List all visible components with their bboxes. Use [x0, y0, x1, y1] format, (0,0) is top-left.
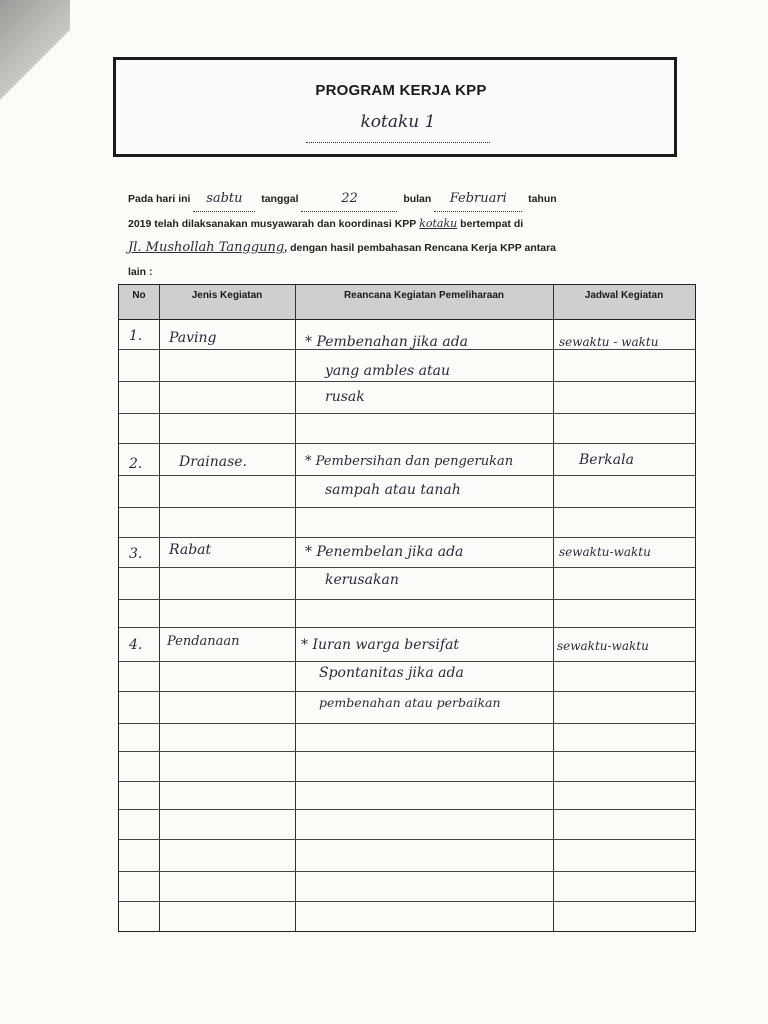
intro-line-4 — [128, 260, 634, 284]
page-corner-shadow — [0, 0, 70, 110]
row-3-rencana-line-2: kerusakan — [325, 572, 399, 588]
row-line — [119, 627, 695, 628]
row-4-jenis: Pendanaan — [167, 634, 240, 649]
row-2-jenis: Drainase. — [179, 454, 248, 470]
row-1-rencana-line-1: * Pembenahan jika ada — [305, 334, 468, 350]
row-3-jadwal: sewaktu-waktu — [559, 545, 651, 559]
row-3-jenis: Rabat — [169, 542, 212, 558]
row-1-rencana-line-2: yang ambles atau — [325, 363, 451, 379]
row-line — [119, 475, 695, 476]
intro-line-1 — [128, 187, 634, 212]
bulan-value: Februari — [434, 187, 522, 212]
tanggal-value: 22 — [301, 187, 397, 212]
intro-paragraph — [128, 187, 634, 284]
header-rencana-kegiatan: Reancana Kegiatan Pemeliharaan — [343, 290, 505, 301]
row-line — [119, 381, 695, 382]
program-table — [118, 284, 696, 932]
intro-line-4-text: lain : — [128, 266, 153, 278]
document-title: PROGRAM KERJA KPP — [315, 82, 487, 99]
row-4-no: 4. — [129, 637, 143, 653]
row-2-jadwal: Berkala — [579, 452, 634, 468]
row-line — [119, 809, 695, 810]
kpp-name-handwritten: kotaku 1 — [306, 112, 490, 143]
row-line — [119, 567, 695, 568]
row-2-rencana-line-2: sampah atau tanah — [325, 482, 461, 498]
row-4-jadwal: sewaktu-waktu — [557, 639, 649, 653]
table-header-row — [119, 285, 695, 320]
row-line — [119, 781, 695, 782]
row-4-rencana-line-1: * Iuran warga bersifat — [301, 637, 460, 653]
row-line — [119, 599, 695, 600]
row-1-rencana-line-3: rusak — [325, 389, 365, 405]
row-1-jenis: Paving — [169, 330, 217, 346]
row-2-no: 2. — [129, 456, 143, 472]
bulan-label: bulan — [403, 193, 432, 205]
tempat-value: Jl. Mushollah Tanggung — [128, 240, 285, 255]
title-box — [113, 57, 677, 157]
bertempat-label: bertempat di — [460, 218, 524, 230]
row-line — [119, 661, 695, 662]
tanggal-label: tanggal — [261, 193, 299, 205]
intro-line-2-text: 2019 telah dilaksanakan musyawarah dan koordinasi KPP — [128, 218, 417, 230]
row-1-jadwal: sewaktu - waktu — [559, 335, 659, 349]
row-line — [119, 751, 695, 752]
header-jadwal-kegiatan: Jadwal Kegiatan — [584, 290, 664, 301]
row-3-no: 3. — [129, 546, 143, 562]
row-4-rencana-line-2: Spontanitas jika ada — [319, 665, 464, 681]
row-3-rencana-line-1: * Penembelan jika ada — [305, 544, 464, 560]
row-line — [119, 413, 695, 414]
kpp-value: kotaku — [419, 217, 458, 230]
row-4-rencana-line-3: pembenahan atau perbaikan — [319, 695, 501, 710]
hari-value: sabtu — [193, 187, 255, 212]
row-line — [119, 839, 695, 840]
row-2-rencana-line-1: * Pembersihan dan pengerukan — [305, 454, 514, 469]
header-jenis-kegiatan: Jenis Kegiatan — [191, 290, 263, 301]
row-line — [119, 691, 695, 692]
row-line — [119, 723, 695, 724]
pada-hari-ini-label: Pada hari ini — [128, 193, 191, 205]
row-line — [119, 507, 695, 508]
row-line — [119, 871, 695, 872]
row-line — [119, 443, 695, 444]
intro-line-3-text: , dengan hasil pembahasan Rencana Kerja KPP antara — [284, 242, 557, 254]
header-no: No — [132, 290, 146, 301]
row-line — [119, 537, 695, 538]
row-1-no: 1. — [129, 328, 143, 344]
row-line — [119, 901, 695, 902]
intro-line-2 — [128, 212, 634, 236]
intro-line-3 — [128, 236, 634, 260]
tahun-label: tahun — [528, 193, 557, 205]
